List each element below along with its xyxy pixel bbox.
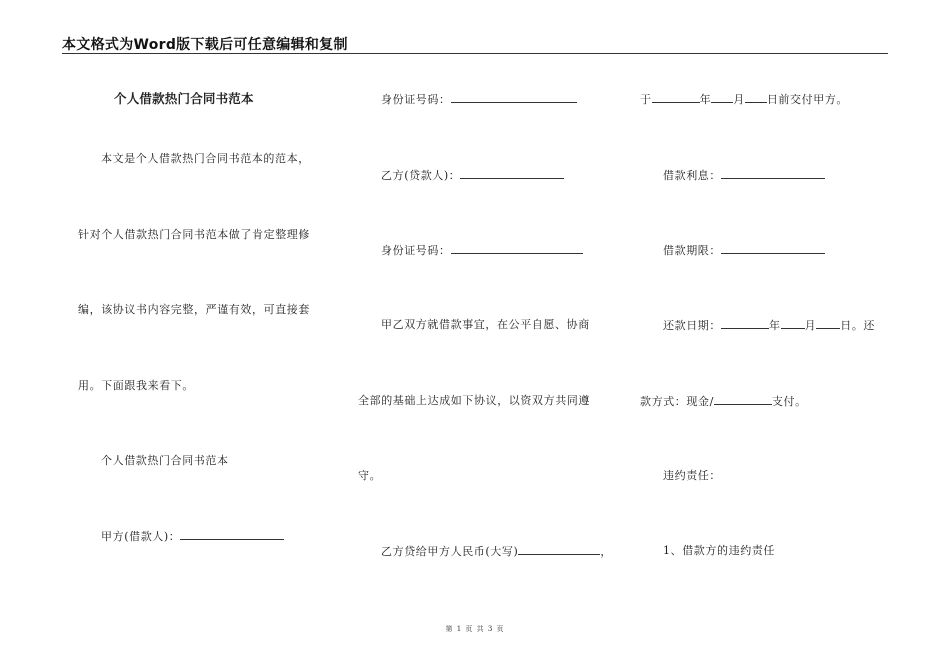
party-a-blank (180, 529, 284, 540)
id-number-blank-1 (451, 92, 577, 103)
delivery-date-field (640, 92, 848, 107)
contract-subtitle: 个人借款热门合同书范本 (101, 454, 229, 467)
loan-amount-label: 乙方贷给甲方人民币(大写) (381, 545, 519, 558)
document-title: 个人借款热门合同书范本 (114, 91, 254, 106)
repay-month-blank (781, 318, 805, 329)
interest-label: 借款利息： (663, 169, 721, 182)
interest-blank (721, 168, 825, 179)
repay-method-blank (714, 394, 772, 405)
agreement-line-1: 甲乙双方就借款事宜，在公平自愿、协商 (381, 318, 590, 331)
header-text: 本文格式为Word版下载后可任意编辑和复制 (62, 37, 348, 53)
intro-line-3: 编，该协议书内容完整，严谨有效，可直接套 (78, 303, 310, 316)
intro-line-2: 针对个人借款热门合同书范本做了肯定整理修 (78, 228, 310, 241)
id-number-label-1: 身份证号码： (381, 93, 451, 106)
repay-year-blank (721, 318, 769, 329)
delivery-suffix: 日前交付甲方。 (766, 93, 849, 106)
party-b-blank (460, 168, 564, 179)
party-a-label: 甲方(借款人)： (101, 530, 181, 543)
id-number-field-2 (381, 243, 583, 258)
repay-method-field (640, 394, 807, 409)
delivery-yu: 于 (640, 93, 652, 106)
repay-method-suffix: 支付。 (771, 395, 807, 408)
intro-line-4: 用。下面跟我来看下。 (78, 379, 194, 392)
delivery-yue: 月 (733, 93, 745, 106)
repay-ri: 日。还 (840, 319, 876, 332)
party-b-label: 乙方(贷款人)： (381, 169, 461, 182)
id-number-field-1 (381, 92, 577, 107)
page-number: 第 1 页 共 3 页 (445, 625, 505, 633)
agreement-line-3: 守。 (358, 469, 382, 482)
repay-yue: 月 (804, 319, 817, 332)
breach-heading: 违约责任： (663, 469, 721, 482)
term-label: 借款期限： (663, 244, 721, 257)
party-a-field (101, 529, 284, 544)
agreement-line-2: 全部的基础上达成如下协议，以资双方共同遵 (358, 394, 590, 407)
party-b-field (381, 168, 564, 183)
loan-amount-blank (518, 544, 600, 555)
repay-date-field (663, 318, 875, 333)
repay-method-label: 款方式：现金/ (640, 395, 714, 408)
repay-nian: 年 (769, 319, 781, 332)
loan-amount-field (381, 544, 612, 559)
delivery-year-blank (652, 92, 700, 103)
delivery-month-blank (711, 92, 733, 103)
interest-field (663, 168, 825, 183)
term-field (663, 243, 825, 258)
repay-day-blank (816, 318, 840, 329)
delivery-day-blank (745, 92, 767, 103)
header-divider (62, 53, 888, 54)
breach-item-1: 1、借款方的违约责任 (663, 544, 775, 557)
delivery-nian: 年 (699, 93, 712, 106)
id-number-label-2: 身份证号码： (381, 244, 451, 257)
intro-line-1: 本文是个人借款热门合同书范本的范本， (101, 152, 310, 165)
repay-label: 还款日期： (663, 319, 721, 332)
id-number-blank-2 (451, 243, 583, 254)
loan-amount-suffix: ， (600, 545, 612, 558)
term-blank (721, 243, 825, 254)
